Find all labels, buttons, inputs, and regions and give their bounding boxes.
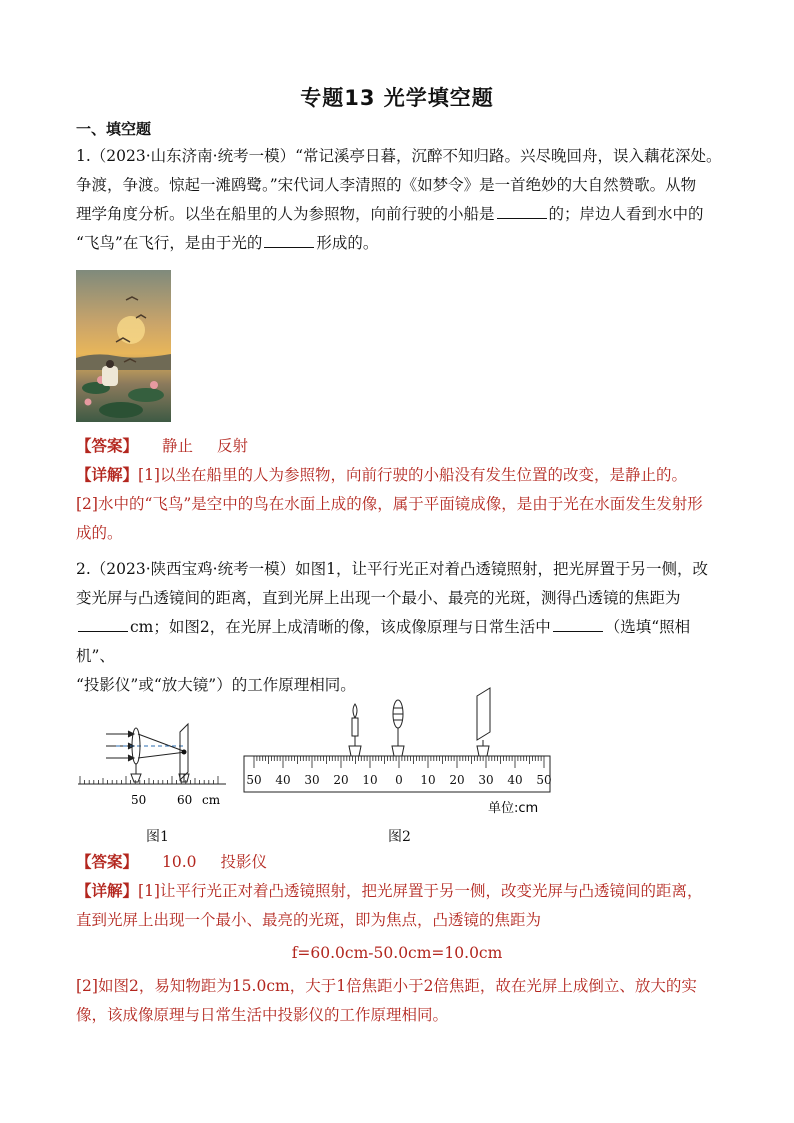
answer-value: 10.0 bbox=[162, 853, 197, 871]
answer-blank bbox=[497, 202, 547, 219]
q2-line: cm；如图2，在光屏上成清晰的像，该成像原理与日常生活中 （选填“照相机”、 bbox=[76, 613, 726, 671]
q1-line: 理学角度分析。以坐在船里的人为参照物，向前行驶的小船是 的；岸边人看到水中的 bbox=[76, 200, 726, 229]
q2-detail-continued: [2]如图2，易知物距为15.0cm，大于1倍焦距小于2倍焦距，故在光屏上成倒立、放大的实 像，该成像原理与日常生活中投影仪的工作原理相同。 bbox=[76, 977, 697, 1024]
ruler-tick-label: 20 bbox=[333, 773, 349, 787]
ruler-tick-label: 40 bbox=[275, 773, 291, 787]
detail-tag: 【详解】 bbox=[76, 882, 139, 900]
lotus-painting-image bbox=[76, 270, 171, 422]
answer-value: 静止 bbox=[162, 437, 194, 455]
ruler-tick-label: 30 bbox=[304, 773, 320, 787]
figure-2-caption: 图2 bbox=[388, 829, 411, 845]
ruler-tick-label: 50 bbox=[536, 773, 552, 787]
ruler-tick-label: 50 bbox=[246, 773, 262, 787]
q2-line: 变光屏与凸透镜间的距离，直到光屏上出现一个最小、最亮的光斑，测得凸透镜的焦距为 bbox=[76, 589, 681, 607]
q2-answer bbox=[76, 848, 726, 877]
answer-tag: 【答案】 bbox=[76, 853, 139, 871]
question-1 bbox=[76, 142, 726, 258]
q1-line: 争渡，争渡。惊起一滩鸥鹭。”宋代词人李清照的《如梦令》是一首绝妙的大自然赞歌。从物 bbox=[76, 176, 697, 194]
fig2-unit-label: 单位:cm bbox=[488, 801, 539, 816]
ruler-tick-label: 40 bbox=[507, 773, 523, 787]
q2-detail: 【详解】[1]让平行光正对着凸透镜照射，把光屏置于另一侧，改变光屏与凸透镜间的距离， 直到光屏上出现一个最小、最亮的光斑，即为焦点，凸透镜的焦距为 bbox=[76, 882, 703, 929]
detail-tag: 【详解】 bbox=[76, 466, 139, 484]
q1-detail: 【详解】[1]以坐在船里的人为参照物，向前行驶的小船没有发生位置的改变，是静止的。 [2]水中的“飞鸟”是空中的鸟在水面上成的像，属于平面镜成像，是由于光在水面发生发射形 成的。 bbox=[76, 466, 703, 542]
q1-answer bbox=[76, 432, 726, 461]
ruler-tick-label: 10 bbox=[362, 773, 378, 787]
answer-blank bbox=[78, 615, 128, 632]
answer-blank bbox=[553, 615, 603, 632]
ruler-tick-label: 30 bbox=[478, 773, 494, 787]
fig1-unit-label: cm bbox=[202, 793, 221, 807]
fig1-tick-label: 50 bbox=[131, 793, 147, 807]
answer-value: 反射 bbox=[217, 437, 249, 455]
figure-1 bbox=[76, 712, 236, 816]
q1-line: “飞鸟”在飞行，是由于光的 形成的。 bbox=[76, 229, 726, 258]
q1-line: 1.（2023·山东济南·统考一模）“常记溪亭日暮，沉醉不知归路。兴尽晚回舟，误入藕花深处。 bbox=[76, 147, 722, 165]
figure-2 bbox=[240, 686, 560, 820]
answer-tag: 【答案】 bbox=[76, 437, 139, 455]
answer-blank bbox=[264, 231, 314, 248]
answer-value: 投影仪 bbox=[220, 853, 268, 871]
figure-1-caption: 图1 bbox=[146, 829, 169, 845]
section-heading: 一、填空题 bbox=[76, 120, 152, 138]
ruler-tick-label: 10 bbox=[420, 773, 436, 787]
question-2 bbox=[76, 555, 726, 700]
q2-line: 2.（2023·陕西宝鸡·统考一模）如图1，让平行光正对着凸透镜照射，把光屏置于另一侧，改 bbox=[76, 560, 708, 578]
page-title: 专题13 光学填空题 bbox=[300, 86, 494, 110]
ruler-tick-label: 0 bbox=[395, 773, 403, 787]
q2-line: “投影仪”或“放大镜”）的工作原理相同。 bbox=[76, 676, 356, 694]
fig1-tick-label: 60 bbox=[177, 793, 193, 807]
ruler-tick-label: 20 bbox=[449, 773, 465, 787]
focal-length-formula: f=60.0cm-50.0cm=10.0cm bbox=[291, 944, 503, 962]
